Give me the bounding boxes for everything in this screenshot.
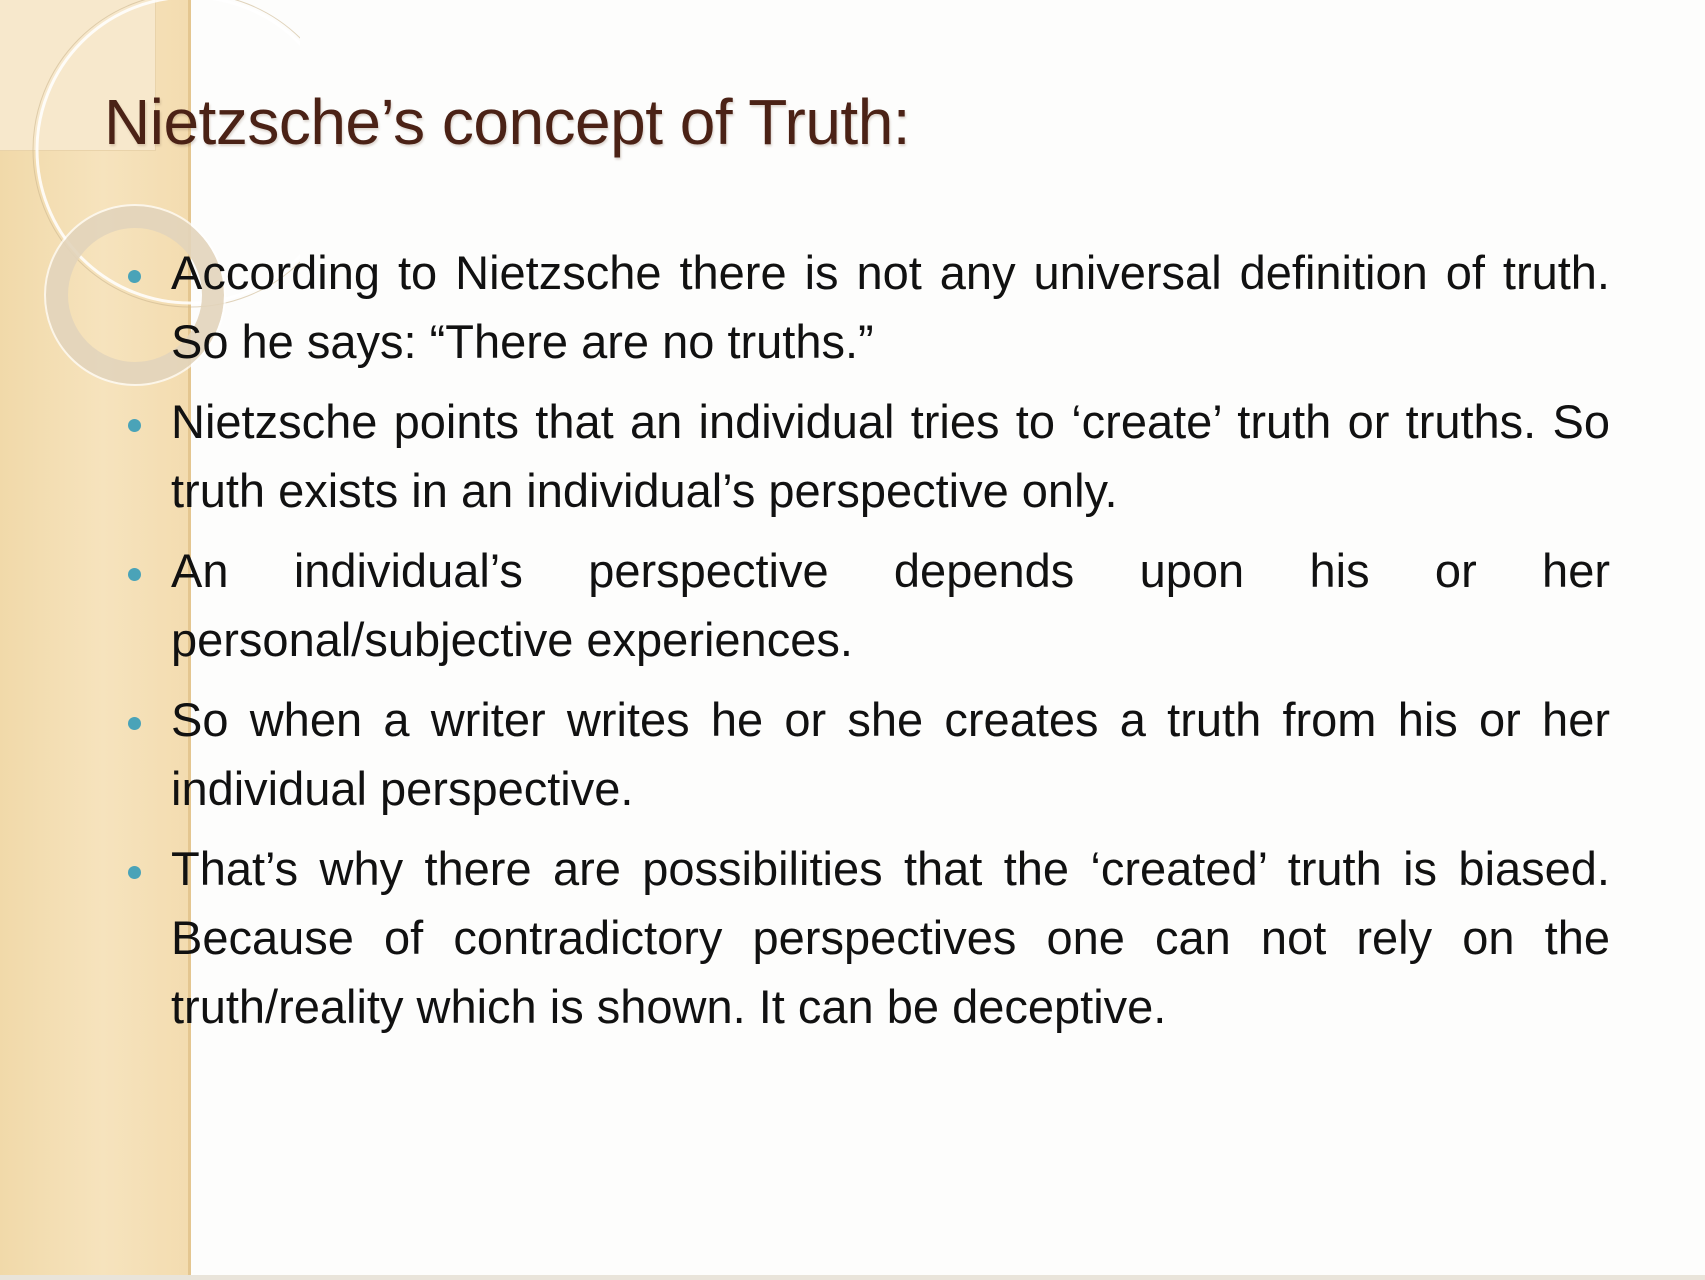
bullet-text: An individual’s perspective depends upon his or her personal/subjective experiences. xyxy=(171,544,1610,666)
bullet-dot-icon xyxy=(128,270,141,283)
bullet-dot-icon xyxy=(128,568,141,581)
bullet-item xyxy=(118,238,1610,376)
bullet-text: That’s why there are possibilities that the ‘created’ truth is biased. Because of contradictory perspectives one can not rely on the truth/reality which is shown. It can be deceptive. xyxy=(171,842,1610,1033)
bullet-text: According to Nietzsche there is not any universal definition of truth. So he says: “There are no truths.” xyxy=(171,246,1610,368)
bullet-item xyxy=(118,536,1610,674)
bullet-list xyxy=(118,238,1610,1052)
bottom-strip xyxy=(0,1275,1705,1280)
bullet-text: So when a writer writes he or she creates a truth from his or her individual perspective. xyxy=(171,693,1610,815)
slide-title: Nietzsche’s concept of Truth: xyxy=(104,86,911,158)
bullet-dot-icon xyxy=(128,717,141,730)
bullet-text: Nietzsche points that an individual tries to ‘create’ truth or truths. So truth exists in an individual’s perspective only. xyxy=(171,395,1610,517)
bullet-dot-icon xyxy=(128,866,141,879)
bullet-item xyxy=(118,685,1610,823)
bullet-item xyxy=(118,834,1610,1041)
bullet-item xyxy=(118,387,1610,525)
bullet-dot-icon xyxy=(128,419,141,432)
